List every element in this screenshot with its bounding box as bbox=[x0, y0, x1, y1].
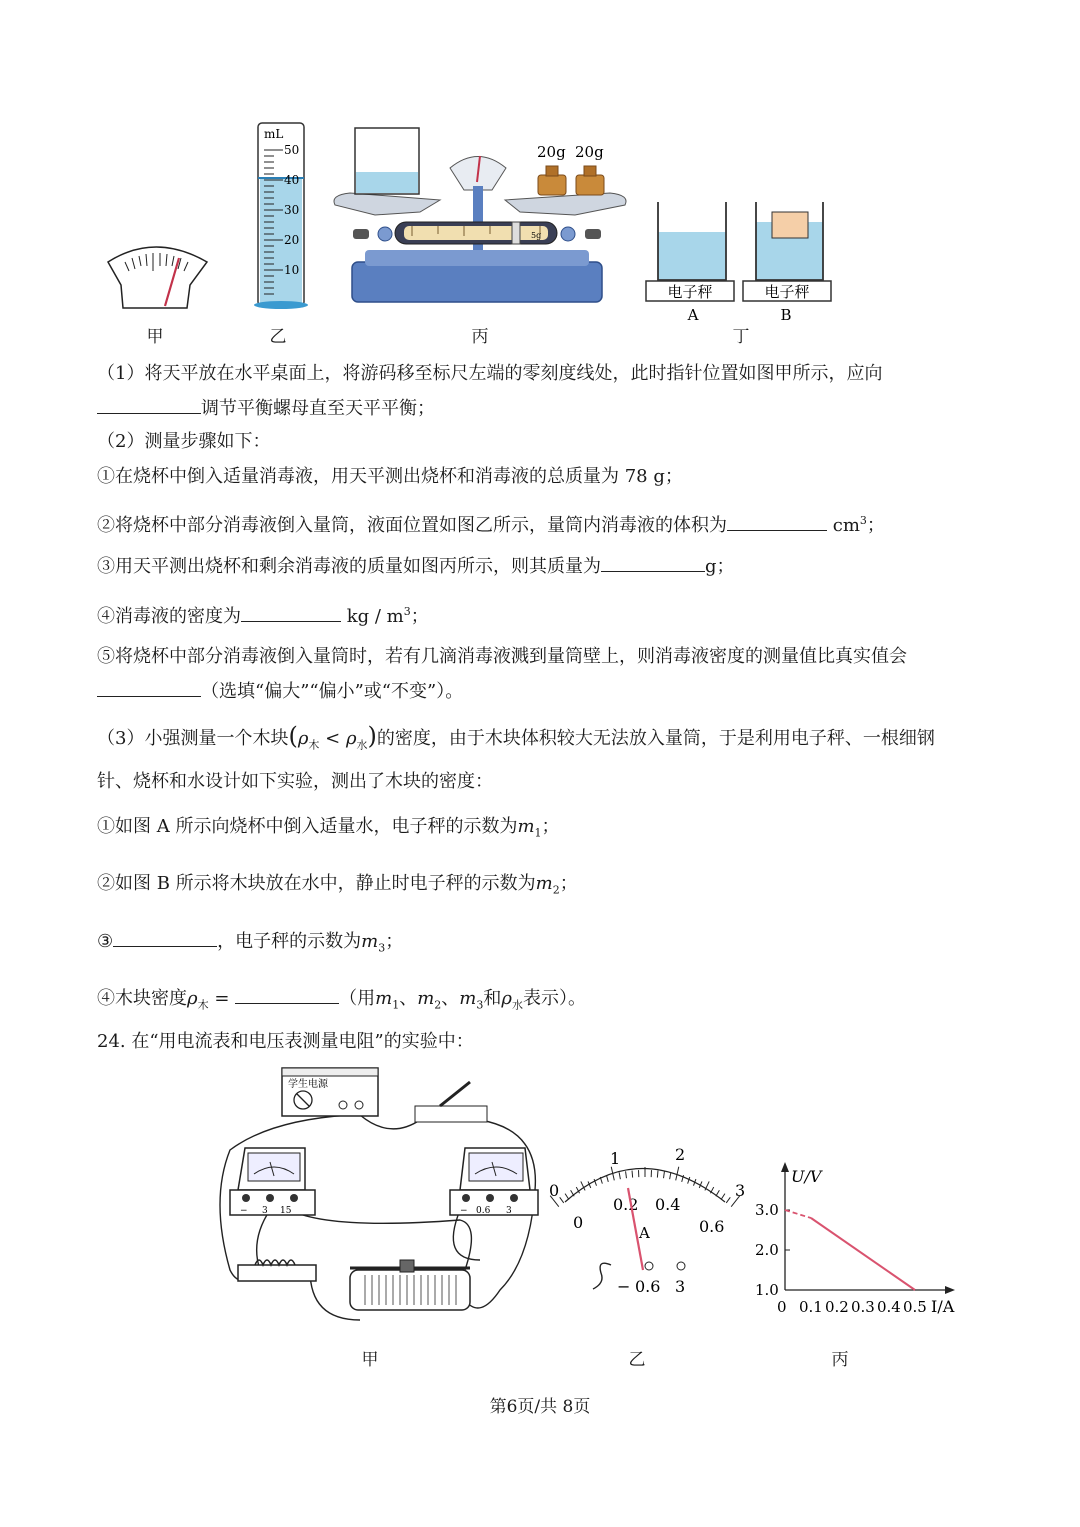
dial-tick bbox=[619, 1172, 620, 1179]
answer-blank[interactable] bbox=[241, 603, 341, 622]
q3-step-3: ③ ，电子秤的示数为$m_3$； bbox=[97, 928, 403, 962]
svg-text:3: 3 bbox=[675, 1277, 686, 1296]
y-axis-label: U/V bbox=[791, 1167, 822, 1186]
pointer-dial bbox=[108, 247, 207, 308]
series-line bbox=[811, 1218, 915, 1290]
svg-text:15: 15 bbox=[280, 1206, 292, 1216]
ui-graph bbox=[755, 1160, 970, 1320]
q24-title: 24. 在“用电流表和电压表测量电阻”的实验中： bbox=[97, 1031, 474, 1052]
circuit-diagram bbox=[210, 1060, 550, 1335]
scale-label-b: 电子秤 bbox=[764, 283, 810, 301]
page-footer: 第6页/共 8页 bbox=[489, 1397, 591, 1417]
dial-bottom-3: 0.6 bbox=[699, 1217, 725, 1236]
svg-text:−: − bbox=[617, 1277, 631, 1296]
dial-top-3: 3 bbox=[735, 1181, 746, 1200]
x-axis-label: I/A bbox=[931, 1297, 955, 1316]
dial-tick bbox=[606, 1175, 608, 1182]
rheostat bbox=[350, 1260, 470, 1310]
q3-line-a: （3）小强测量一个木块$(\rho_木 < \rho_水)$的密度，由于木块体积较大无法放入量筒，于是利用电子秤、一根细钢 bbox=[97, 722, 935, 752]
svg-text:50: 50 bbox=[284, 143, 300, 157]
balance-scale bbox=[334, 128, 626, 302]
ammeter-device bbox=[450, 1148, 538, 1216]
svg-text:0.6: 0.6 bbox=[476, 1206, 491, 1216]
dial-tick bbox=[721, 1194, 725, 1200]
dial-bottom-2: 0.4 bbox=[655, 1195, 681, 1214]
x-tick-label: 0.4 bbox=[877, 1298, 901, 1316]
svg-text:−: − bbox=[240, 1206, 248, 1216]
svg-text:30: 30 bbox=[284, 203, 300, 217]
caption-circuit: 甲 bbox=[361, 1350, 379, 1370]
svg-text:A: A bbox=[687, 306, 699, 324]
dial-tick bbox=[688, 1177, 690, 1184]
y-tick-label: 1.0 bbox=[755, 1281, 779, 1299]
svg-text:5g: 5g bbox=[531, 231, 542, 240]
voltmeter bbox=[230, 1148, 315, 1216]
y-tick-label: 3.0 bbox=[755, 1201, 779, 1219]
svg-text:−: − bbox=[460, 1206, 468, 1216]
x-tick-label: 0.5 bbox=[903, 1298, 927, 1316]
svg-text:3: 3 bbox=[506, 1206, 512, 1216]
weight-label-2: 20g bbox=[575, 143, 604, 161]
caption-dial: 乙 bbox=[628, 1350, 646, 1370]
scale-label-a: 电子秤 bbox=[667, 283, 713, 301]
y-tick-label: 2.0 bbox=[755, 1241, 779, 1259]
answer-blank[interactable] bbox=[235, 985, 339, 1004]
q2-step-1: ①在烧杯中倒入适量消毒液，用天平测出烧杯和消毒液的总质量为 78 g； bbox=[97, 466, 683, 487]
x-tick-label: 0.2 bbox=[825, 1298, 849, 1316]
dial-tick bbox=[565, 1194, 569, 1200]
caption-ding: 丁 bbox=[732, 327, 750, 347]
dial-tick bbox=[626, 1171, 627, 1178]
answer-blank[interactable] bbox=[727, 512, 827, 531]
svg-text:40: 40 bbox=[284, 173, 300, 187]
q3-line-b: 针、烧杯和水设计如下实验，测出了木块的密度： bbox=[97, 771, 493, 792]
q3-step-2: ②如图 B 所示将木块放在水中，静止时电子秤的示数为$m_2$； bbox=[97, 873, 578, 897]
q3-step-1: ①如图 A 所示向烧杯中倒入适量水，电子秤的示数为$m_1$； bbox=[97, 816, 560, 840]
weight-label-1: 20g bbox=[537, 143, 566, 161]
dial-top-2: 2 bbox=[675, 1145, 686, 1164]
q2-step-4: ④消毒液的密度为 kg / $m^3$； bbox=[97, 605, 429, 627]
ammeter-dial bbox=[535, 1140, 760, 1315]
dial-tick bbox=[632, 1171, 633, 1178]
caption-bing: 丙 bbox=[471, 327, 489, 347]
x-tick-label: 0 bbox=[777, 1298, 787, 1316]
cylinder-unit: mL bbox=[264, 127, 284, 141]
answer-blank[interactable] bbox=[97, 395, 201, 414]
x-tick-label: 0.3 bbox=[851, 1298, 875, 1316]
q1-line-b: 调节平衡螺母直至天平平衡； bbox=[97, 395, 435, 422]
q2-step-3: ③用天平测出烧杯和剩余消毒液的质量如图丙所示，则其质量为 g； bbox=[97, 553, 735, 580]
svg-text:20: 20 bbox=[284, 233, 300, 247]
electronic-scales bbox=[646, 202, 831, 324]
x-tick-label: 0.1 bbox=[799, 1298, 823, 1316]
q2-step-5-a: ⑤将烧杯中部分消毒液倒入量筒时，若有几滴消毒液溅到量筒壁上，则消毒液密度的测量值比真实值会 bbox=[97, 646, 907, 667]
dial-tick bbox=[560, 1197, 564, 1203]
q2-title: （2）测量步骤如下： bbox=[97, 431, 271, 452]
power-supply-label: 学生电源 bbox=[288, 1079, 328, 1090]
caption-graph: 丙 bbox=[831, 1350, 849, 1370]
top-figures bbox=[0, 100, 1080, 350]
dial-tick bbox=[716, 1190, 720, 1196]
dial-bottom-0: 0 bbox=[573, 1213, 584, 1232]
svg-text:B: B bbox=[780, 306, 792, 324]
dial-top-0: 0 bbox=[549, 1181, 560, 1200]
dial-tick bbox=[726, 1197, 730, 1203]
q1-line-a: （1）将天平放在水平桌面上，将游码移至标尺左端的零刻度线处，此时指针位置如图甲所示，应向 bbox=[97, 363, 883, 384]
answer-blank[interactable] bbox=[601, 553, 705, 572]
svg-text:3: 3 bbox=[262, 1206, 268, 1216]
dial-unit: A bbox=[639, 1224, 650, 1242]
dial-tick bbox=[657, 1171, 658, 1178]
dial-bottom-1: 0.2 bbox=[613, 1195, 639, 1214]
caption-yi: 乙 bbox=[269, 327, 287, 347]
q3-step-4: ④木块密度$\rho_木$ = （用$m_1$、$m_2$、$m_3$和$\rho_水$表示）。 bbox=[97, 985, 586, 1019]
svg-text:10: 10 bbox=[284, 263, 300, 277]
dial-top-1: 1 bbox=[610, 1149, 621, 1168]
dashed-extension bbox=[785, 1210, 811, 1218]
svg-text:0.6: 0.6 bbox=[635, 1277, 661, 1296]
answer-blank[interactable] bbox=[97, 678, 201, 697]
q2-step-2: ②将烧杯中部分消毒液倒入量筒，液面位置如图乙所示，量筒内消毒液的体积为 $cm^3$； bbox=[97, 514, 885, 536]
q2-step-5-b: （选填“偏大”“偏小”或“不变”）。 bbox=[97, 678, 463, 705]
dial-tick bbox=[670, 1172, 671, 1179]
measuring-cylinder bbox=[254, 123, 308, 309]
caption-jia: 甲 bbox=[146, 327, 164, 347]
dial-tick bbox=[664, 1171, 665, 1178]
answer-blank[interactable] bbox=[113, 928, 217, 947]
dial-tick bbox=[676, 1167, 679, 1181]
